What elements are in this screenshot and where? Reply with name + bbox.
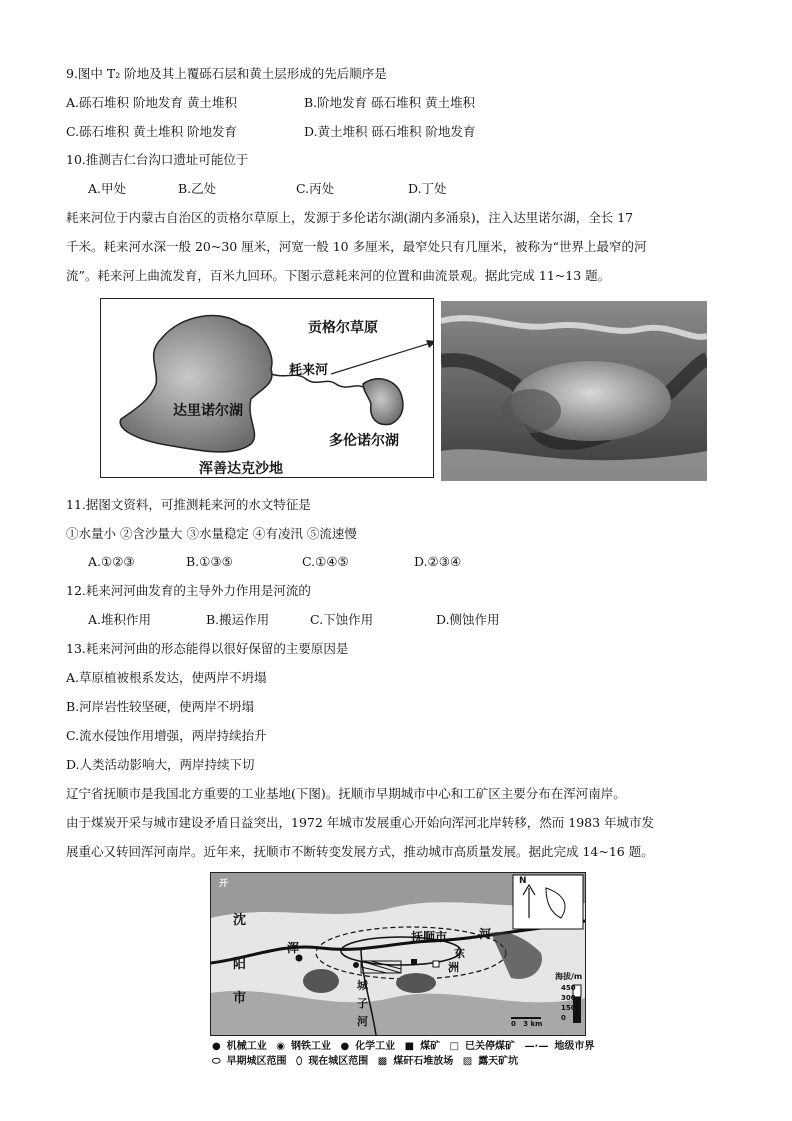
altitude-title: 海拔/m [555, 972, 583, 981]
he-label: 河 [357, 1015, 368, 1028]
zhou-label: 洲 [448, 961, 459, 974]
question-12-stem: 12.耗来河河曲发育的主导外力作用是河流的 [66, 583, 311, 598]
passage1-line-2: 千米。耗来河水深一般 20~30 厘米，河宽一般 10 多厘米，最窄处只有几厘米，被称为“世界上最窄的河 [66, 239, 647, 254]
question-11-stem: 11.据图文资料，可推测耗来河的水文特征是 [66, 497, 311, 512]
legend-open-pit: 露天矿坑 [478, 1056, 519, 1067]
meander-photo [441, 301, 707, 481]
dali-lake-shape [120, 316, 272, 452]
legend-city-boundary: 地级市界 [554, 1041, 595, 1052]
q9-option-a: A.砾石堆积 阶地发育 黄土堆积 [66, 95, 237, 110]
q12-option-b: B.搬运作用 [206, 612, 270, 627]
legend-current-urban: 现在城区范围 [308, 1056, 369, 1067]
q11-option-a: A.①②③ [88, 554, 135, 569]
city-boundary-icon: —·— [524, 1041, 549, 1052]
passage2-line-2: 由于煤炭开采与城市建设矛盾日益突出，1972 年城市发展重心开始向浑河北岸转移，然而 1983 年城市发 [66, 815, 655, 830]
cheng-label: 城 [357, 979, 368, 992]
legend-chemical: 化学工业 [355, 1041, 396, 1052]
fushun-map [210, 872, 586, 1036]
early-urban-icon: ⬭ [212, 1056, 221, 1067]
q11-option-c: C.①④⑤ [302, 554, 349, 569]
dong-label: 东 [454, 947, 465, 960]
steel-icon: ◉ [276, 1041, 285, 1052]
desert-label: 浑善达克沙地 [199, 461, 283, 477]
coal-mine-icon: ■ [404, 1041, 415, 1052]
legend-early-urban: 早期城区范围 [226, 1056, 287, 1067]
passage2-line-3: 展重心又转回浑河南岸。近年来，抚顺市不断转变发展方式，推动城市高质量发展。据此完成 14~16 题。 [66, 844, 654, 859]
q13-option-d: D.人类活动影响大，两岸持续下切 [66, 757, 255, 772]
scale-bar-label: 0 3 km [511, 1020, 543, 1028]
kai-label: 开 [219, 879, 229, 889]
passage2-line-1: 辽宁省抚顺市是我国北方重要的工业基地(下图)。抚顺市早期城市中心和工矿区主要分布在浑河南岸。 [66, 786, 626, 801]
lakes-drawing [101, 299, 433, 477]
question-10-stem: 10.推测吉仁台沟口遗址可能位于 [66, 152, 249, 167]
passage1-line-1: 耗来河位于内蒙古自治区的贡格尔草原上，发源于多伦诺尔湖(湖内多涌泉)，注入达里诺尔湖，全长 17 [66, 210, 634, 225]
q13-option-b: B.河岸岩性较坚硬，使两岸不坍塌 [66, 699, 255, 714]
q10-option-d: D.丁处 [408, 181, 447, 196]
zi-label: 子 [357, 997, 368, 1010]
q10-option-a: A.甲处 [88, 181, 127, 196]
q11-option-d: D.②③④ [414, 554, 462, 569]
shen-label: 沈 [233, 913, 247, 928]
dali-lake-label: 达里诺尔湖 [173, 403, 243, 419]
open-pit-icon: ▨ [462, 1056, 473, 1067]
q10-option-b: B.乙处 [178, 181, 217, 196]
city-label: 抚顺市 [411, 930, 448, 944]
question-9-stem: 9.图中 T₂ 阶地及其上覆砾石层和黄土层形成的先后顺序是 [66, 66, 387, 81]
current-urban-icon: ⬯ [296, 1056, 303, 1067]
pointer-arrow [331, 341, 433, 374]
closed-mine-icon: □ [449, 1041, 460, 1052]
passage1-line-3: 流”。耗来河上曲流发育，百米九回环。下图示意耗来河的位置和曲流景观。据此完成 11~13 题。 [66, 268, 611, 283]
river-label-he: 河 [479, 927, 492, 941]
q12-option-c: C.下蚀作用 [310, 612, 374, 627]
north-arrow-icon: N [519, 876, 527, 886]
machinery-icon: ● [212, 1041, 221, 1052]
river-label: 耗来河 [289, 363, 329, 378]
hun-label: 浑 [287, 941, 300, 955]
yang-label: 阳 [233, 957, 247, 972]
gangue-icon: ▩ [377, 1056, 388, 1067]
shi-label: 市 [233, 991, 247, 1006]
q10-option-c: C.丙处 [296, 181, 335, 196]
duolun-lake-shape [363, 379, 403, 425]
duolun-lake-label: 多伦诺尔湖 [329, 433, 399, 449]
altitude-tick-0: 0 [561, 1014, 566, 1022]
meander-photo-drawing [441, 301, 707, 481]
grassland-label: 贡格尔草原 [308, 320, 378, 336]
q13-option-a: A.草原植被根系发达，使两岸不坍塌 [66, 670, 267, 685]
q13-option-c: C.流水侵蚀作用增强，两岸持续抬升 [66, 728, 267, 743]
haolai-river-location-map [100, 298, 434, 478]
q12-option-d: D.侧蚀作用 [436, 612, 500, 627]
altitude-tick-450: 450 [561, 984, 576, 992]
legend-machinery: 机械工业 [226, 1041, 267, 1052]
question-13-stem: 13.耗来河河曲的形态能得以很好保留的主要原因是 [66, 641, 349, 656]
q9-option-d: D.黄土堆积 砾石堆积 阶地发育 [304, 124, 476, 139]
legend-gangue: 煤矸石堆放场 [393, 1056, 454, 1067]
legend-row-1 [212, 1037, 595, 1052]
legend-closed-mine: 已关停煤矿 [465, 1041, 516, 1052]
q11-choices: ①水量小 ②含沙量大 ③水量稳定 ④有凌汛 ⑤流速慢 [66, 526, 357, 541]
q9-option-c: C.砾石堆积 黄土堆积 阶地发育 [66, 124, 238, 139]
q9-option-b: B.阶地发育 砾石堆积 黄土堆积 [304, 95, 476, 110]
q12-option-a: A.堆积作用 [88, 612, 152, 627]
fushun-map-drawing [211, 873, 585, 1035]
chemical-icon: ● [340, 1041, 350, 1052]
legend-steel: 钢铁工业 [290, 1041, 331, 1052]
legend-coal-mine: 煤矿 [420, 1041, 441, 1052]
altitude-tick-150: 150 [561, 1004, 576, 1012]
legend-row-2 [212, 1052, 592, 1067]
altitude-tick-300: 300 [561, 994, 576, 1002]
q11-option-b: B.①③⑤ [186, 554, 233, 569]
